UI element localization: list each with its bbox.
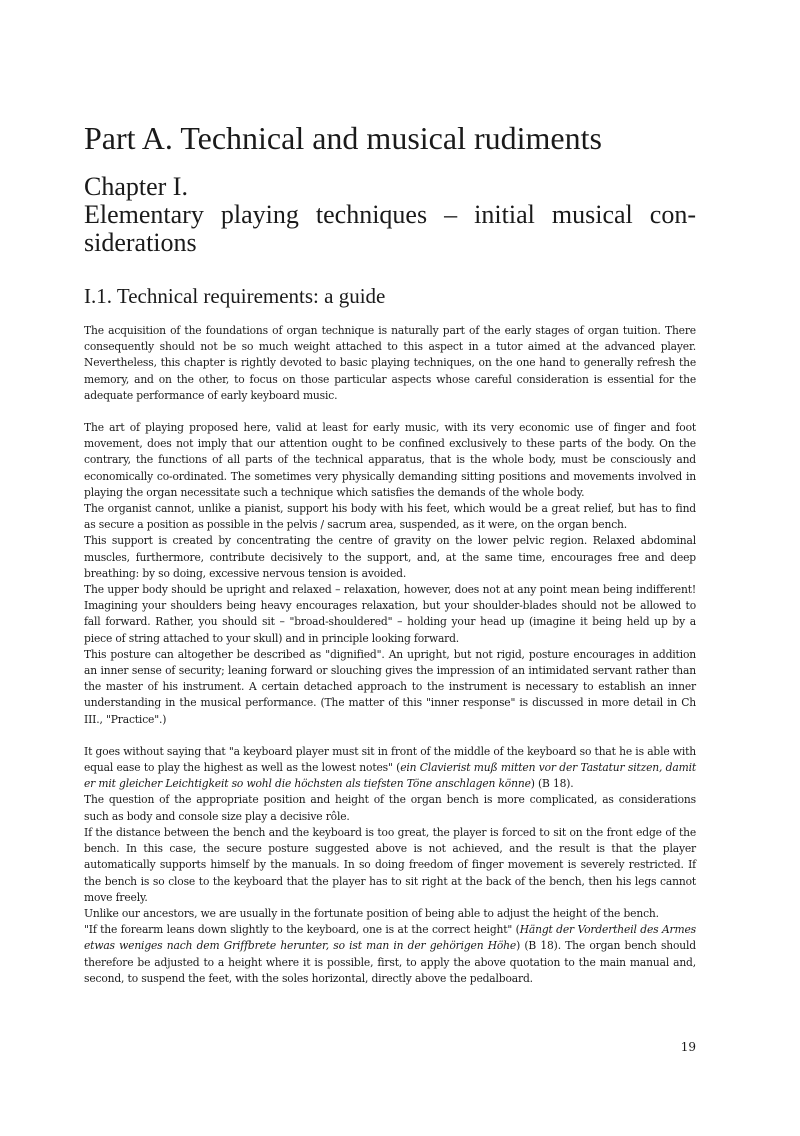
paragraph-with-quote bbox=[84, 922, 696, 987]
paragraph: The upper body should be upright and relaxed – relaxation, however, does not at any point mean being indifferent! Imagining your shoulders being heavy encourages relaxation, but your shoulder-blades should not be allowed to fall forward. Rather, you should sit – "broad-shouldered" – holding your head up (imagine it being held up by a piece of string attached to your skull) and in principle looking forward. bbox=[84, 583, 696, 645]
paragraph: This support is created by concentrating the centre of gravity on the lower pelvic region. Relaxed abdominal muscles, furthermore, contribute decisively to the support, and, at the same time, encourages free and deep breathing: by so doing, excessive nervous tension is avoided. bbox=[84, 534, 696, 580]
german-quote: ein Clavierist muß mitten vor der Tastatur sitzen, damit er mit gleicher Leichtigkeit so wohl die höchsten als tiefsten Töne anschlagen könne bbox=[84, 761, 696, 791]
chapter-label: Chapter I. bbox=[84, 172, 188, 201]
chapter-heading bbox=[84, 173, 696, 257]
chapter-title-line2: siderations bbox=[84, 228, 197, 257]
paragraph-text: It goes without saying that "a keyboard player must sit in front of the middle of the keyboard so that he is able with equal ease to play the highest as well as the lowest notes" ( bbox=[84, 744, 696, 775]
part-title: Part A. Technical and musical rudiments bbox=[84, 120, 602, 156]
section-title: I.1. Technical requirements: a guide bbox=[84, 284, 386, 308]
paragraph: Unlike our ancestors, we are usually in the fortunate position of being able to adjust the height of the bench. bbox=[84, 906, 659, 920]
paragraph-text: ) (B 18). bbox=[530, 777, 574, 791]
paragraph-text: "If the forearm leans down slightly to the keyboard, one is at the correct height" ( bbox=[84, 923, 520, 937]
german-quote: Hängt der Vordertheil des Armes etwas weniges nach dem Griffbrete herunter, so ist man in der gehörigen Höhe bbox=[84, 923, 696, 953]
paragraph-with-quote bbox=[84, 744, 696, 793]
paragraph: The organist cannot, unlike a pianist, support his body with his feet, which would be a great relief, but has to find as secure a position as possible in the pelvis / sacrum area, suspended, as it were, on the organ bench. bbox=[84, 502, 696, 532]
body-text bbox=[84, 323, 696, 987]
chapter-title-line1: Elementary playing techniques – initial musical con- bbox=[84, 200, 696, 229]
paragraph-text: ) (B 18). The organ bench should therefore be adjusted to a height where it is possible, first, to apply the above quotation to the main manual and, second, to suspend the feet, with the soles horizontal, directly above the pedalboard. bbox=[84, 939, 696, 985]
paragraph: If the distance between the bench and the keyboard is too great, the player is forced to sit on the front edge of the bench. In this case, the secure posture suggested above is not achieved, and the result is that the player automatically supports himself by the manuals. In so doing freedom of finger movement is severely restricted. If the bench is so close to the keyboard that the player has to sit right at the back of the bench, then his legs cannot move freely. bbox=[84, 825, 696, 904]
paragraph: The art of playing proposed here, valid at least for early music, with its very economic use of finger and foot movement, does not imply that our attention ought to be confined exclusively to these parts of the body. On the contrary, the functions of all parts of the technical apparatus, that is the whole body, must be consciously and economically co-ordinated. The sometimes very physically demanding sitting positions and movements involved in playing the organ necessitate such a technique which satisfies the demands of the whole body. bbox=[84, 421, 696, 499]
page-number: 19 bbox=[680, 1040, 696, 1054]
paragraph: The acquisition of the foundations of organ technique is naturally part of the early stages of organ tuition. There consequently should not be so much weight attached to this aspect in a tutor aimed at the advanced player. Nevertheless, this chapter is rightly devoted to basic playing techniques, on the one hand to generally refresh the memory, and on the other, to focus on those particular aspects whose careful consideration is essential for the adequate performance of early keyboard music. bbox=[84, 324, 696, 402]
paragraph: This posture can altogether be described as "dignified". An upright, but not rigid, posture encourages in addition an inner sense of security; leaning forward or slouching gives the impression of an intimidated servant rather than the master of his instrument. A certain detached approach to the instrument is necessary to establish an inner understanding in the musical performance. (The matter of this "inner response" is discussed in more detail in Ch III., "Practice".) bbox=[84, 647, 696, 726]
paragraph: The question of the appropriate position and height of the organ bench is more complicated, as considerations such as body and console size play a decisive rôle. bbox=[84, 793, 696, 823]
